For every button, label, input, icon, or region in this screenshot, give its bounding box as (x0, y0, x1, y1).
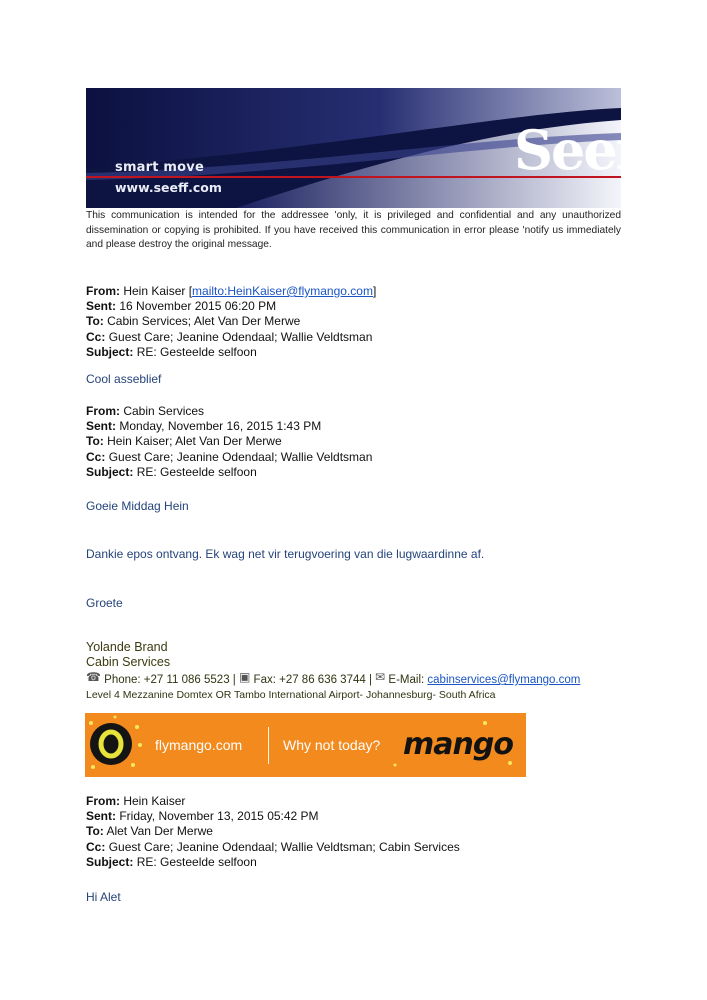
subject-label: Subject: (86, 854, 134, 869)
cc-label: Cc: (86, 329, 106, 344)
email-icon: ✉ (375, 670, 386, 684)
fax-icon: ▣ (239, 670, 251, 684)
email2-closing: Groete (86, 596, 123, 610)
banner-url: www.seeff.com (115, 180, 222, 195)
from-close: ] (372, 284, 377, 298)
subject-label: Subject: (86, 464, 134, 479)
subject-row (86, 345, 376, 360)
to-value: Hein Kaiser; Alet Van Der Merwe (107, 434, 282, 449)
signature-name: Yolande Brand (86, 640, 168, 654)
cc-label: Cc: (86, 449, 106, 464)
mango-divider (268, 727, 269, 764)
cc-row (86, 840, 460, 855)
cc-value: Guest Care; Jeanine Odendaal; Wallie Veldtsman (108, 329, 373, 344)
phone-icon: ☎ (86, 670, 101, 684)
sent-row (86, 809, 460, 824)
disclaimer-text: This communication is intended for the addressee 'only, it is privileged and confidential and any unauthorized dissemination or copying is prohibited. If you have received this communication in error please 'notify us immediately and please destroy the original message. (86, 210, 621, 251)
signature-email-label: E-Mail: (388, 674, 425, 686)
sent-label: Sent: (86, 299, 116, 314)
to-label: To: (86, 824, 104, 839)
mango-cta-text: Why not today? (283, 737, 381, 753)
seeff-banner (86, 88, 659, 208)
sent-value: Friday, November 13, 2015 05:42 PM (119, 809, 319, 824)
email-header-1 (86, 284, 376, 360)
from-label: From: (86, 404, 120, 418)
sent-value: Monday, November 16, 2015 1:43 PM (119, 419, 322, 434)
subject-value: RE: Gesteelde selfoon (136, 344, 257, 359)
to-value: Alet Van Der Merwe (106, 824, 213, 839)
sender-mailto-link[interactable]: mailto:HeinKaiser@flymango.com (192, 284, 373, 298)
signature-contact-line (86, 670, 580, 686)
signature-email-link[interactable]: cabinservices@flymango.com (427, 674, 581, 686)
cc-row (86, 450, 372, 465)
to-row (86, 434, 372, 449)
from-label: From: (86, 794, 120, 808)
subject-label: Subject: (86, 344, 134, 359)
cc-row (86, 330, 376, 345)
email1-body: Cool asseblief (86, 372, 162, 386)
cc-label: Cc: (86, 839, 106, 854)
subject-row (86, 465, 372, 480)
sent-value: 16 November 2015 06:20 PM (119, 299, 277, 314)
to-label: To: (86, 314, 104, 329)
mango-wordmark: mango (403, 727, 513, 762)
cc-value: Guest Care; Jeanine Odendaal; Wallie Veldtsman (108, 449, 373, 464)
banner-tagline: smart move (115, 160, 204, 175)
cc-value: Guest Care; Jeanine Odendaal; Wallie Veldtsman; Cabin Services (108, 839, 460, 854)
signature-phone: Phone: +27 11 086 5523 | (104, 674, 236, 686)
sent-row (86, 419, 372, 434)
signature-address: Level 4 Mezzanine Domtex OR Tambo International Airport- Johannesburg- South Africa (86, 689, 496, 701)
seeff-logo: Seeff (514, 118, 659, 182)
from-value: Hein Kaiser [ (123, 284, 193, 298)
signature-fax: Fax: +27 86 636 3744 | (253, 674, 372, 686)
to-value: Cabin Services; Alet Van Der Merwe (107, 314, 301, 329)
subject-value: RE: Gesteelde selfoon (136, 854, 257, 869)
sent-label: Sent: (86, 809, 116, 824)
mango-site-text: flymango.com (155, 737, 243, 753)
from-label: From: (86, 284, 120, 298)
email2-greeting: Goeie Middag Hein (86, 499, 189, 513)
from-value: Hein Kaiser (123, 794, 186, 808)
email3-greeting: Hi Alet (86, 890, 121, 904)
from-row (86, 284, 376, 299)
subject-value: RE: Gesteelde selfoon (136, 464, 257, 479)
to-label: To: (86, 434, 104, 449)
from-value: Cabin Services (123, 404, 205, 418)
email2-body: Dankie epos ontvang. Ek wag net vir terugvoering van die lugwaardinne af. (86, 547, 485, 561)
to-row (86, 314, 376, 329)
from-row (86, 794, 460, 809)
sent-row (86, 299, 376, 314)
mango-banner[interactable] (85, 713, 526, 777)
from-row (86, 404, 372, 419)
subject-row (86, 855, 460, 870)
email-header-2 (86, 404, 372, 480)
signature-department: Cabin Services (86, 655, 171, 669)
sent-label: Sent: (86, 419, 116, 434)
to-row (86, 824, 460, 839)
email-header-3 (86, 794, 460, 870)
